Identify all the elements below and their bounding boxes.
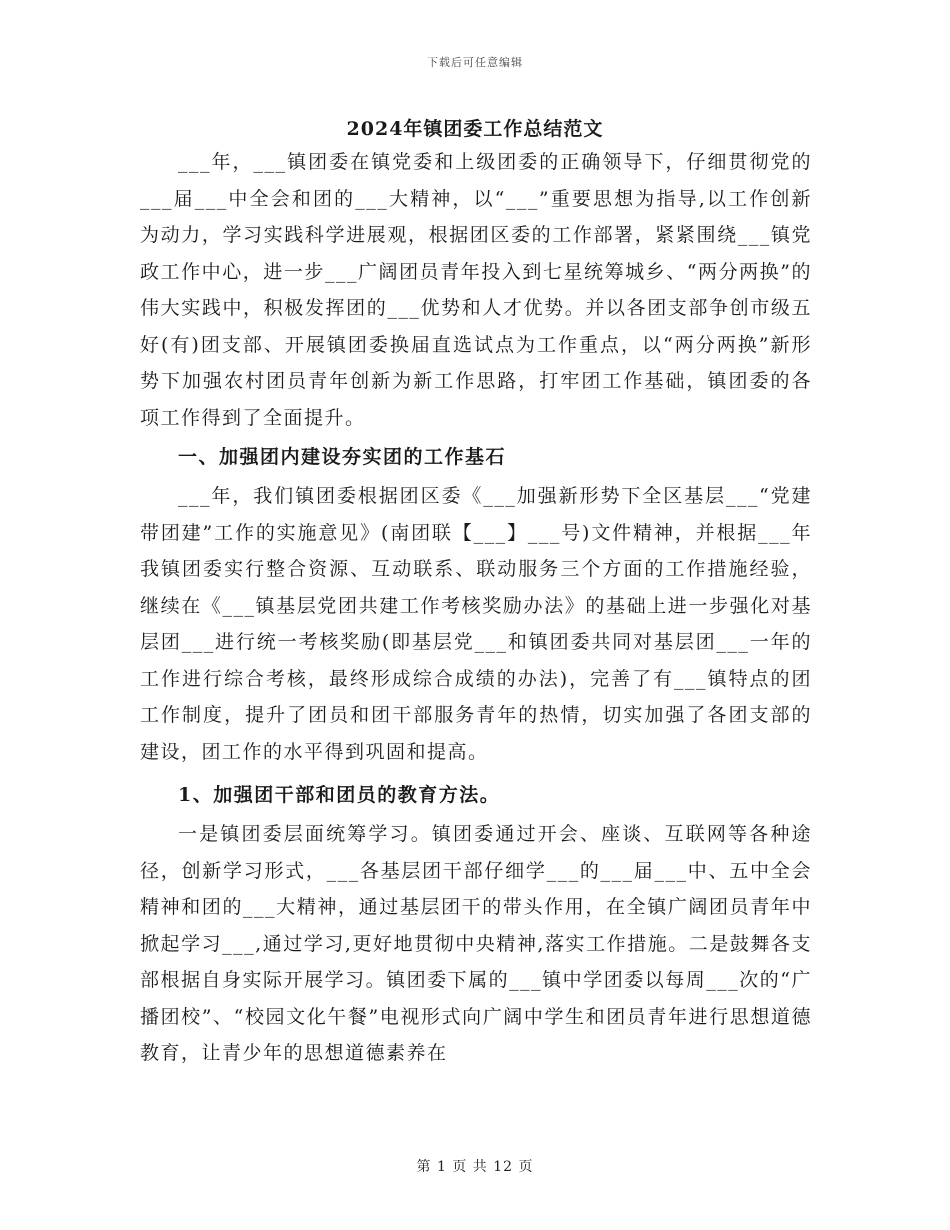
- subsection-1-paragraph: 一是镇团委层面统筹学习。镇团委通过开会、座谈、互联网等各种途径，创新学习形式，___各基层团干部仔细学___的___届___中、五中全会精神和团的___大精神，通过基层团干的带头作用，在全镇广阔团员青年中掀起学习___,通过学习,更好地贯彻中央精神,落实工作措施。二是鼓舞各支部根据自身实际开展学习。镇团委下属的___镇中学团委以每周___次的“广播团校”、“校园文化午餐”电视形式向广阔中学生和团员青年进行思想道德教育，让青少年的思想道德素养在: [140, 823, 812, 1064]
- intro-paragraph: ___年，___镇团委在镇党委和上级团委的正确领导下，仔细贯彻党的___届___中全会和团的___大精神，以“___”重要思想为指导,以工作创新为动力，学习实践科学进展观，根据团区委的工作部署，紧紧围绕___镇党政工作中心，进一步___广阔团员青年投入到七星统筹城乡、“两分两换”的伟大实践中，积极发挥团的___优势和人才优势。并以各团支部争创市级五好(有)团支部、开展镇团委换届直选试点为工作重点，以“两分两换”新形势下加强农村团员青年创新为新工作思路，打牢团工作基础，镇团委的各项工作得到了全面提升。: [140, 151, 812, 429]
- subsection-heading-1: 1、加强团干部和团员的教育方法。: [178, 784, 501, 806]
- document-title: 2024年镇团委工作总结范文: [346, 118, 604, 140]
- section-heading-1: 一、加强团内建设夯实团的工作基石: [178, 446, 507, 468]
- document-body: [140, 144, 812, 1072]
- header-note: 下载后可任意编辑: [427, 56, 523, 69]
- page-footer: 第 1 页 共 12 页: [416, 1159, 534, 1175]
- section-1-paragraph: ___年，我们镇团委根据团区委《___加强新形势下全区基层___“党建带团建”工作的实施意见》(南团联【___】___号)文件精神，并根据___年我镇团委实行整合资源、互动联系、联动服务三个方面的工作措施经验，继续在《___镇基层党团共建工作考核奖励办法》的基础上进一步强化对基层团___进行统一考核奖励(即基层党___和镇团委共同对基层团___一年的工作进行综合考核，最终形成综合成绩的办法)，完善了有___镇特点的团工作制度，提升了团员和团干部服务青年的热情，切实加强了各团支部的建设，团工作的水平得到巩固和提高。: [140, 485, 812, 763]
